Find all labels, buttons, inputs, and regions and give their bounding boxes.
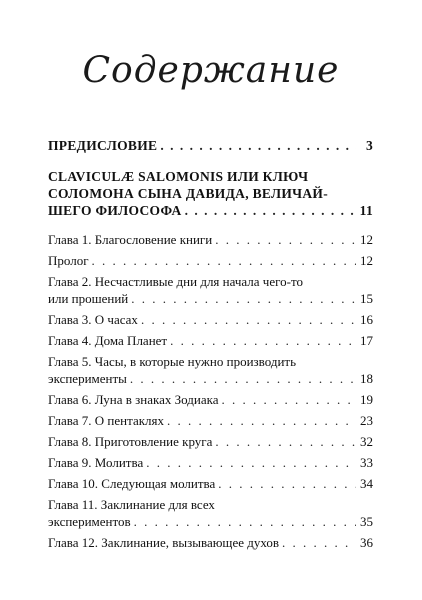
toc-entry-chapter-1[interactable] [48, 231, 373, 248]
dot-leader [215, 433, 356, 450]
dot-leader [222, 391, 356, 408]
toc-entry-chapter-5[interactable] [48, 353, 373, 387]
dot-leader [170, 332, 356, 349]
dot-leader [130, 370, 356, 387]
toc-entry-label: Глава 4. Дома Планет [48, 333, 168, 348]
toc-page-number: 11 [359, 203, 373, 218]
toc-entry-clavicula[interactable] [48, 168, 373, 219]
toc-entry-label: ПРЕДИСЛОВИЕ [48, 138, 158, 153]
toc-entry-chapter-4[interactable] [48, 332, 373, 349]
toc-entry-line: СОЛОМОНА СЫНА ДАВИДА, ВЕЛИЧАЙ- [48, 186, 329, 201]
toc-entry-preface[interactable] [48, 137, 373, 154]
toc-entry-chapter-10[interactable] [48, 475, 373, 492]
dot-leader [215, 231, 356, 248]
toc-entry-label: Глава 8. Приготовление круга [48, 434, 213, 449]
toc-page-number: 23 [360, 413, 373, 428]
toc-entry-label: Глава 6. Луна в знаках Зодиака [48, 392, 219, 407]
toc-entry-label: Глава 10. Следующая молитва [48, 476, 216, 491]
toc-entry-chapter-3[interactable] [48, 311, 373, 328]
toc-entry-label: Глава 12. Заклинание, вызывающее духов [48, 535, 279, 550]
toc-entry-label: экспериментов [48, 514, 131, 529]
toc-entry-line: Глава 5. Часы, в которые нужно производить [48, 354, 297, 369]
toc-page-number: 17 [360, 333, 373, 348]
toc-entry-chapter-11[interactable] [48, 496, 373, 530]
toc-entry-line: Глава 2. Несчастливые дни для начала чего-то [48, 274, 303, 289]
dot-leader [218, 475, 356, 492]
dot-leader [92, 252, 356, 269]
toc-entry-label: или прошений [48, 291, 129, 306]
toc-page-number: 36 [360, 535, 373, 550]
toc-entry-chapter-12[interactable] [48, 534, 373, 551]
dot-leader [167, 412, 356, 429]
toc-page-number: 19 [360, 392, 373, 407]
dot-leader [282, 534, 356, 551]
page-title: Содержание [82, 50, 340, 91]
toc-entry-label: эксперименты [48, 371, 127, 386]
toc-entry-chapter-9[interactable] [48, 454, 373, 471]
toc-page-number: 32 [360, 434, 373, 449]
dot-leader [160, 137, 356, 154]
toc-entry-chapter-8[interactable] [48, 433, 373, 450]
toc-entry-label: Глава 3. О часах [48, 312, 138, 327]
toc-entry-line: Глава 11. Заклинание для всех [48, 497, 215, 512]
toc-page-number: 18 [360, 371, 373, 386]
toc-page-number: 15 [360, 291, 373, 306]
dot-leader [131, 290, 356, 307]
dot-leader [134, 513, 356, 530]
toc-entry-label: Пролог [48, 253, 89, 268]
toc-entry-label: Глава 1. Благословение книги [48, 232, 213, 247]
table-of-contents [48, 137, 373, 551]
dot-leader [141, 311, 356, 328]
toc-entry-prologue[interactable] [48, 252, 373, 269]
toc-page-number: 12 [360, 253, 373, 268]
toc-page-number: 12 [360, 232, 373, 247]
toc-page-number: 35 [360, 514, 373, 529]
toc-page-number: 33 [360, 455, 373, 470]
toc-entry-chapter-6[interactable] [48, 391, 373, 408]
toc-entry-chapter-2[interactable] [48, 273, 373, 307]
toc-entry-label: ШЕГО ФИЛОСОФА [48, 203, 182, 218]
toc-entry-label: Глава 7. О пентаклях [48, 413, 164, 428]
dot-leader [185, 202, 356, 219]
toc-page-number: 34 [360, 476, 373, 491]
toc-entry-chapter-7[interactable] [48, 412, 373, 429]
toc-entry-line: CLAVICULÆ SALOMONIS ИЛИ КЛЮЧ [48, 169, 309, 184]
dot-leader [146, 454, 356, 471]
toc-entry-label: Глава 9. Молитва [48, 455, 144, 470]
toc-page-number: 3 [365, 138, 373, 153]
toc-page-number: 16 [360, 312, 373, 327]
